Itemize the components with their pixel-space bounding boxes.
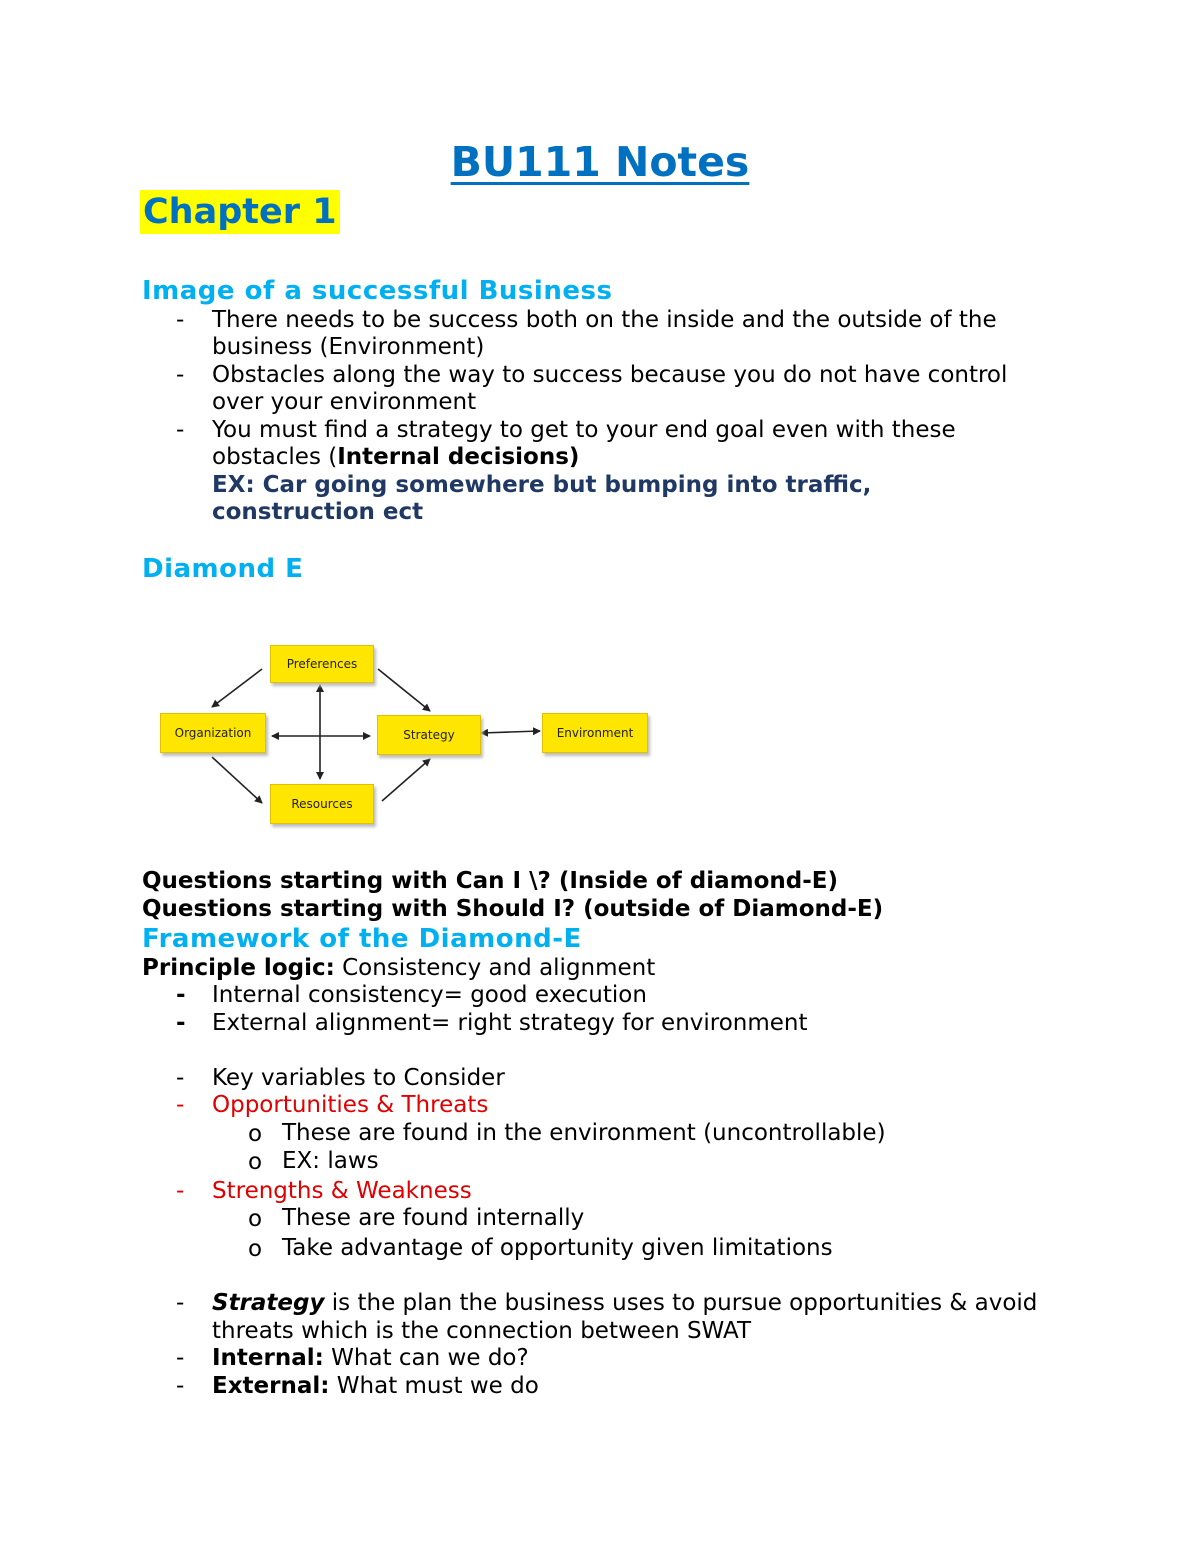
sub-bullet-marker: o xyxy=(248,1149,263,1175)
bullet-text: is the plan the business uses to pursue opportunities & avoid xyxy=(324,1290,1038,1316)
bold-term: Strategy xyxy=(212,1290,325,1316)
bullet-text: obstacles ( xyxy=(212,444,338,470)
bullet-text-with-bold xyxy=(212,1372,539,1400)
arrow-organization-resources xyxy=(212,757,262,803)
sub-bullet-text: These are found internally xyxy=(282,1205,585,1231)
example-text: construction ect xyxy=(212,499,424,525)
sub-bullet-text: EX: laws xyxy=(282,1148,379,1174)
example-text: EX: Car going somewhere but bumping into traffic, xyxy=(212,472,872,498)
bold-term: Internal: xyxy=(212,1345,324,1371)
bullet-text: over your environment xyxy=(212,389,477,415)
bullet-text: There needs to be success both on the inside and the outside of the xyxy=(212,307,997,333)
bullet-marker: - xyxy=(176,362,185,388)
bullet-text: Key variables to Consider xyxy=(212,1065,505,1091)
principle-text: Consistency and alignment xyxy=(334,955,656,981)
arrow-environment-strategy xyxy=(481,732,510,733)
sub-bullet-marker: o xyxy=(248,1206,263,1232)
question-line: Questions starting with Can I \? (Inside of diamond-E) xyxy=(142,868,838,894)
bullet-marker: - xyxy=(176,1373,185,1399)
bullet-text: Internal consistency= good execution xyxy=(212,982,647,1008)
chapter-heading: Chapter 1 xyxy=(140,190,340,234)
diagram-box-strategy: Strategy xyxy=(377,715,481,755)
bullet-marker: - xyxy=(176,307,185,333)
sub-bullet-text: Take advantage of opportunity given limitations xyxy=(282,1235,833,1261)
bullet-text: You must find a strategy to get to your end goal even with these xyxy=(212,417,956,443)
section-heading-diamond-e: Diamond E xyxy=(142,554,304,584)
arrow-strategy-environment xyxy=(510,731,540,732)
sub-bullet-text: These are found in the environment (uncontrollable) xyxy=(282,1120,886,1146)
bullet-marker: - xyxy=(176,1010,186,1036)
bullet-text: What can we do? xyxy=(323,1345,529,1371)
bullet-marker: - xyxy=(176,1178,185,1204)
bullet-marker: - xyxy=(176,417,185,443)
bold-term: Internal decisions) xyxy=(337,444,580,470)
bullet-text: External alignment= right strategy for environment xyxy=(212,1010,808,1036)
bullet-marker: - xyxy=(176,1290,185,1316)
diagram-box-environment: Environment xyxy=(542,713,648,753)
diagram-box-organization: Organization xyxy=(160,713,266,753)
bullet-marker: - xyxy=(176,1092,185,1118)
bullet-text-highlight: Opportunities & Threats xyxy=(212,1092,489,1118)
diagram-box-preferences: Preferences xyxy=(270,645,374,683)
sub-bullet-marker: o xyxy=(248,1236,263,1262)
bullet-marker: - xyxy=(176,982,186,1008)
bold-term: External: xyxy=(212,1373,330,1399)
bullet-text: business (Environment) xyxy=(212,334,485,360)
bullet-text: Obstacles along the way to success because you do not have control xyxy=(212,362,1008,388)
bullet-text-highlight: Strengths & Weakness xyxy=(212,1178,472,1204)
question-line: Questions starting with Should I? (outside of Diamond-E) xyxy=(142,896,884,922)
bullet-text: What must we do xyxy=(329,1373,539,1399)
principle-logic-line xyxy=(142,954,655,982)
bullet-text-with-bold xyxy=(212,1344,529,1372)
bullet-marker: - xyxy=(176,1065,185,1091)
sub-bullet-marker: o xyxy=(248,1121,263,1147)
arrow-resources-strategy xyxy=(382,759,430,801)
bullet-text-with-bold xyxy=(212,1289,1037,1317)
document-title: BU111 Notes xyxy=(450,138,750,186)
bullet-text-with-bold xyxy=(212,443,579,471)
bullet-text: threats which is the connection between SWAT xyxy=(212,1318,752,1344)
bold-term: Principle logic: xyxy=(142,955,335,981)
section-heading-framework: Framework of the Diamond-E xyxy=(142,924,582,954)
arrow-preferences-organization xyxy=(212,669,262,707)
bullet-marker: - xyxy=(176,1345,185,1371)
section-heading-successful-business: Image of a successful Business xyxy=(142,276,613,306)
diagram-box-resources: Resources xyxy=(270,784,374,824)
arrow-preferences-strategy xyxy=(378,669,430,711)
